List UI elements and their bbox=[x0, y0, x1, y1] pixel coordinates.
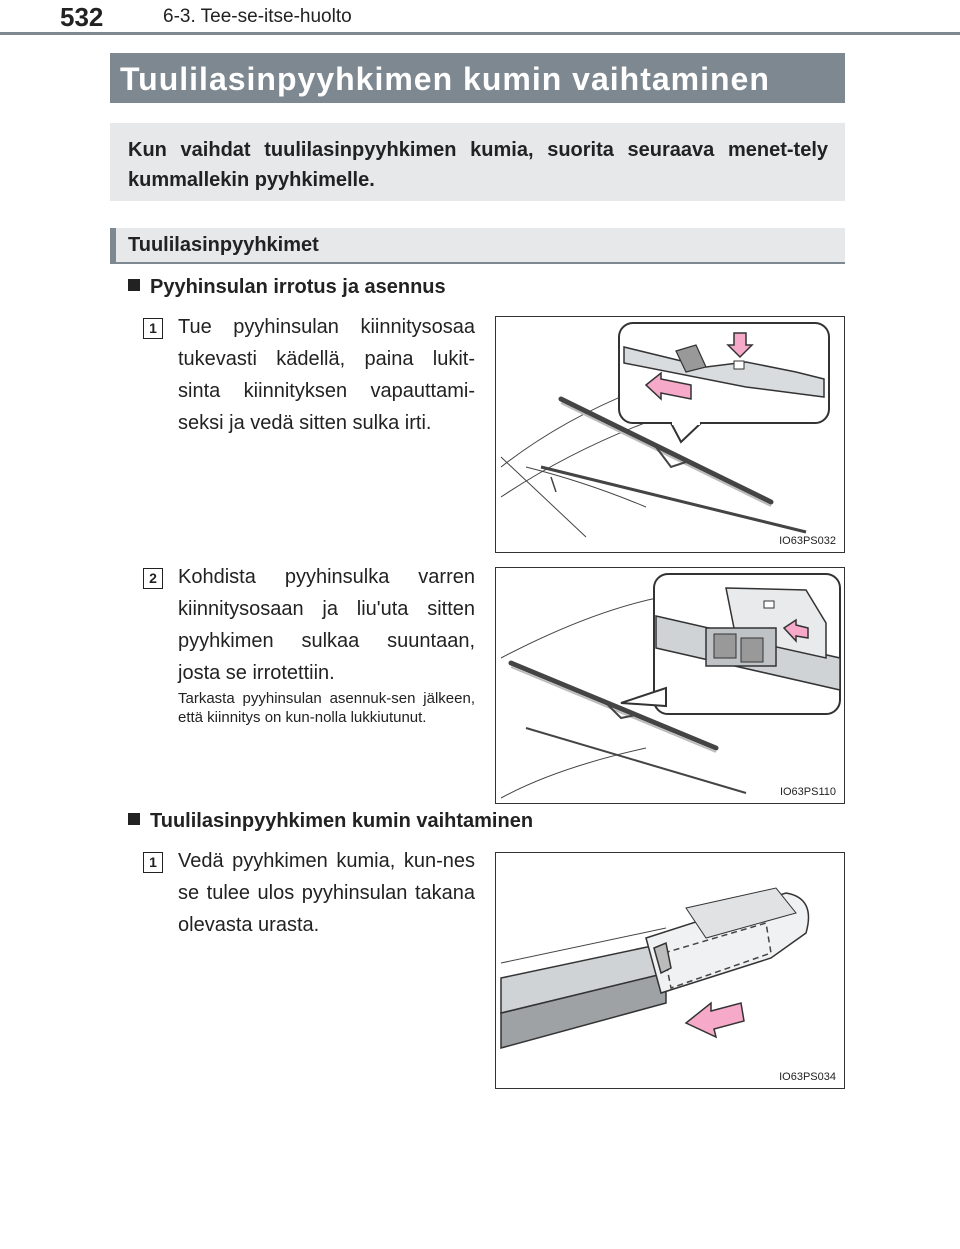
section-heading-text: Tuulilasinpyyhkimen kumin vaihtaminen bbox=[150, 810, 534, 832]
section-title-bar bbox=[110, 53, 845, 103]
header-rule bbox=[0, 32, 960, 35]
illustration-wiper-attach bbox=[495, 567, 845, 804]
subsection-title: Tuulilasinpyyhkimet bbox=[128, 234, 319, 256]
square-bullet-icon bbox=[128, 813, 140, 825]
illustration-wiper-release bbox=[495, 316, 845, 553]
figure-code: IO63PS032 bbox=[779, 535, 836, 547]
section-heading-text: Pyyhinsulan irrotus ja asennus bbox=[150, 276, 446, 298]
page-number: 532 bbox=[60, 2, 104, 32]
step-text: Tue pyyhinsulan kiinnitysosaa tukevasti kädellä, paina lukit-sinta kiinnityksen vapauttami-seksi ja vedä sitten sulka irti. bbox=[178, 316, 475, 434]
intro-box bbox=[110, 123, 845, 201]
illustration-rubber-removal bbox=[495, 852, 845, 1089]
step-text: Kohdista pyyhinsulka varren kiinnitysosaan ja liu'uta sitten pyyhkimen sulkaa suuntaan, josta se irrotettiin. bbox=[178, 566, 475, 684]
step-number: 1 bbox=[143, 318, 163, 339]
step-note: Tarkasta pyyhinsulan asennuk-sen jälkeen, että kiinnitys on kun-nolla lukkiutunut. bbox=[178, 690, 475, 726]
step-number: 1 bbox=[143, 852, 163, 873]
subsection-bar bbox=[110, 228, 845, 264]
step-text: Vedä pyyhkimen kumia, kun-nes se tulee ulos pyyhinsulan takana olevasta urasta. bbox=[178, 850, 475, 936]
figure-code: IO63PS110 bbox=[779, 786, 836, 798]
section-title: Tuulilasinpyyhkimen kumin vaihtaminen bbox=[120, 61, 770, 97]
figure-code: IO63PS034 bbox=[779, 1071, 836, 1083]
square-bullet-icon bbox=[128, 279, 140, 291]
section-heading bbox=[128, 276, 446, 299]
intro-text: Kun vaihdat tuulilasinpyyhkimen kumia, suorita seuraava menet-tely kummallekin pyyhkimelle. bbox=[128, 139, 828, 191]
step-number: 2 bbox=[143, 568, 163, 589]
chapter-title: 6-3. Tee-se-itse-huolto bbox=[163, 6, 352, 27]
section-heading bbox=[128, 810, 533, 833]
